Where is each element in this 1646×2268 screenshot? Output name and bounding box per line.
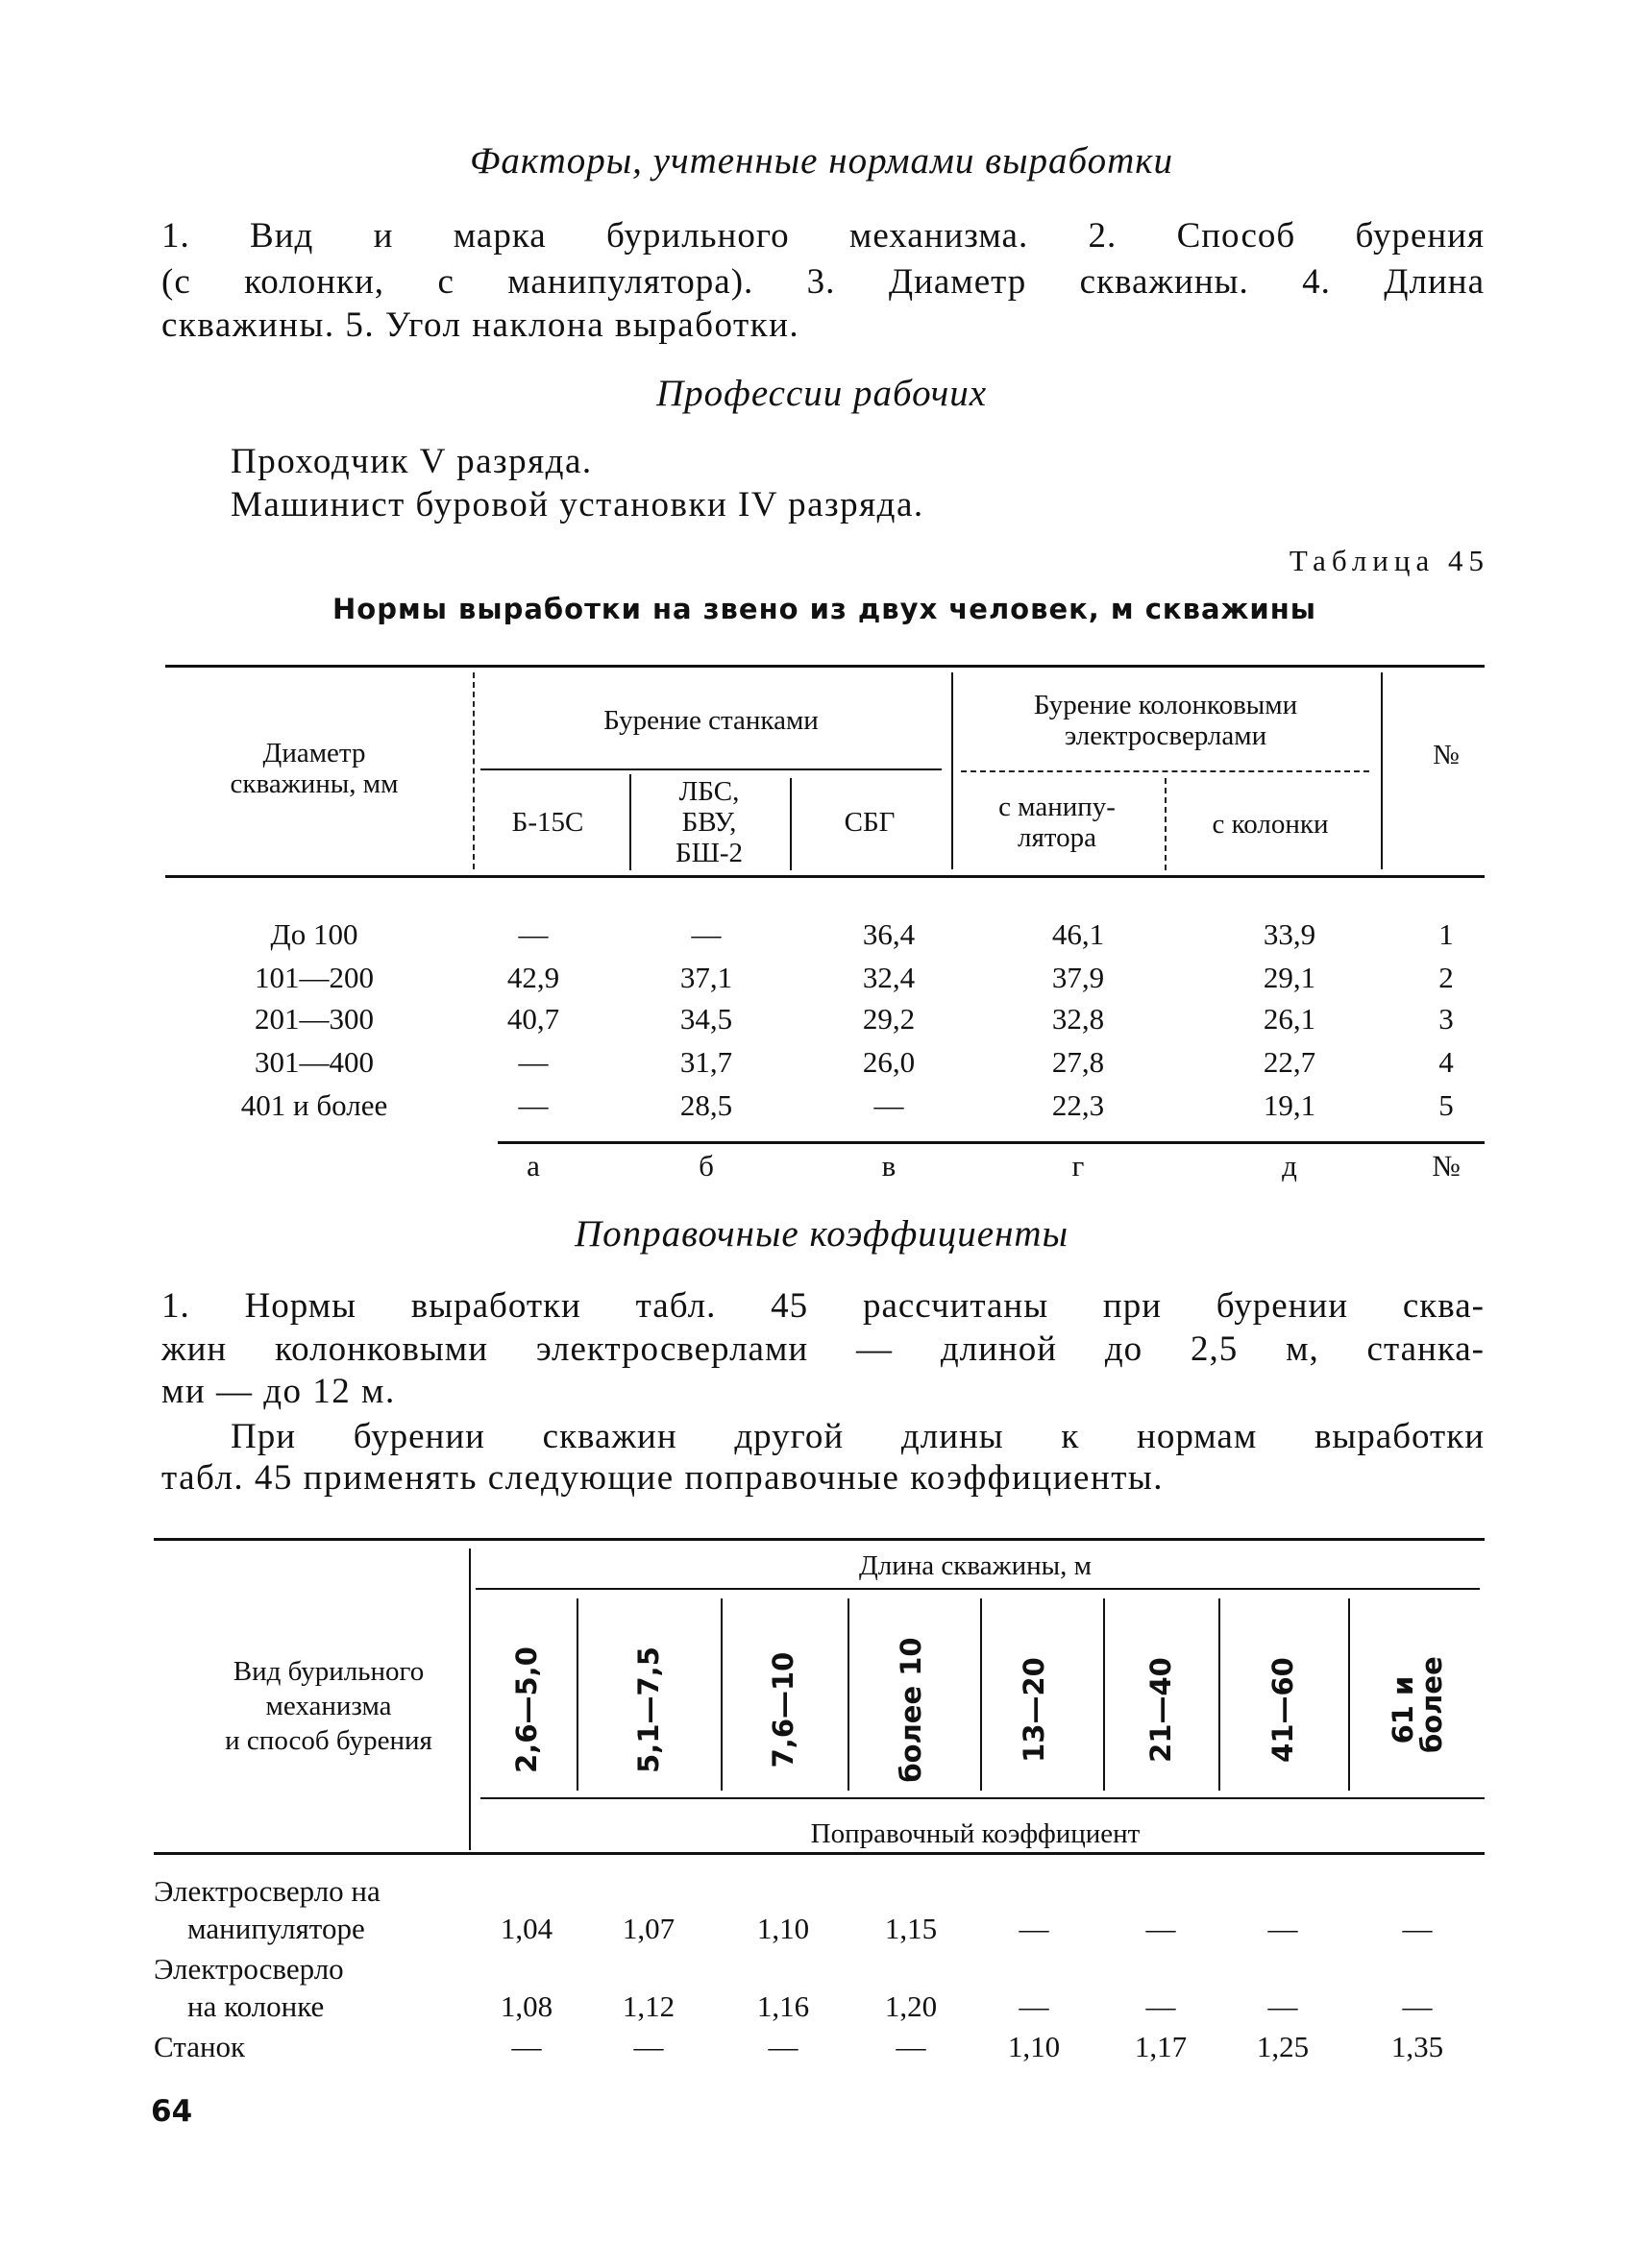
table-caption: Нормы выработки на звено из двух человек, м скважины [332,593,1316,625]
table-rule [165,875,1485,878]
table-divider [469,1549,471,1850]
table-cell: 4 [1438,1045,1454,1079]
table-cell: 26,0 [862,1045,916,1079]
table-cell: 26,1 [1263,1002,1316,1036]
length-header: 2,6—5,0 [510,1646,543,1773]
length-header: более 10 [895,1637,927,1783]
table-cell: — [873,1088,904,1122]
column-letter: д [1282,1149,1297,1183]
table-divider [980,1598,982,1791]
column-letter: в [881,1149,897,1183]
table-divider [629,774,631,870]
header-column: с колонки [1212,809,1329,840]
table-cell: 46,1 [1051,917,1105,951]
header-mechanism-line: Вид бурильного [233,1656,425,1687]
length-header: 21—40 [1144,1657,1177,1763]
factors-line-2: (с колонки, с манипулятора). 3. Диаметр скважины. 4. Длина [161,262,1485,302]
row-label: Электросверло на [154,1874,381,1908]
table-cell: — [633,2030,664,2063]
table-cell: 5 [1438,1088,1454,1122]
header-coefficient: Поправочный коэффициент [810,1818,1141,1849]
page-number: 64 [151,2094,193,2129]
table-cell: 1,17 [1134,2030,1188,2063]
table-cell: 1,07 [622,1912,676,1945]
table-cell: 1,25 [1256,2030,1310,2063]
column-letter: № [1432,1149,1461,1183]
header-group-drills: Бурение колонковыми электросверлами [1033,690,1298,751]
table-cell: 1,10 [756,1912,810,1945]
table-cell: 42,9 [506,961,560,994]
table-cell: — [1145,1912,1176,1945]
table-cell: — [518,1045,549,1079]
table-divider [721,1598,723,1791]
table-cell: 29,2 [862,1002,916,1036]
table-divider [951,672,953,869]
table-rule [480,1797,1485,1799]
table-divider [1381,672,1383,869]
table-cell: 1,12 [622,1989,676,2023]
table-cell: 32,8 [1051,1002,1105,1036]
table-cell: — [518,917,549,951]
factors-line-1: 1. Вид и марка бурильного механизма. 2. Способ бурения [161,216,1485,256]
header-mechanism-line: механизма [265,1691,392,1721]
table-rule [165,665,1485,668]
table-divider [473,672,475,869]
table-cell: — [896,2030,926,2063]
table-cell: — [518,1088,549,1122]
header-diameter: Диаметр скважины, мм [230,738,399,799]
table-cell: 32,4 [862,961,916,994]
table-cell: 27,8 [1051,1045,1105,1079]
table-cell: — [511,2030,542,2063]
table-cell: — [1145,1989,1176,2023]
column-letter: б [699,1149,714,1183]
corrections-line: ми — до 12 м. [161,1372,396,1411]
table-cell: — [1267,1989,1298,2023]
table-cell: 1,08 [500,1989,553,2023]
table-cell: 36,4 [862,917,916,951]
table-cell: 1 [1438,917,1454,951]
table-rule [480,768,942,770]
header-manipulator: с манипу-лятора [998,792,1116,853]
table-divider [1348,1598,1350,1791]
header-sbg: СБГ [844,807,896,838]
table-cell: 3 [1438,1002,1454,1036]
corrections-line: 1. Нормы выработки табл. 45 рассчитаны при бурении сква- [161,1286,1485,1326]
table-divider [848,1598,849,1791]
row-label: 201—300 [255,1002,374,1036]
table-cell: 40,7 [506,1002,560,1036]
length-header: 7,6—10 [767,1651,799,1768]
section-heading-professions: Профессии рабочих [655,373,988,414]
row-label: Станок [154,2030,246,2063]
table-rule [498,1141,1485,1144]
profession-item: Проходчик V разряда. [231,442,593,481]
row-label: манипуляторе [187,1912,365,1945]
row-label: 101—200 [255,961,374,994]
table-cell: — [768,2030,798,2063]
corrections-line: жин колонковыми электросверлами — длиной до 2,5 м, станка- [161,1329,1485,1369]
table-divider [1103,1598,1105,1791]
table-label: Таблица 45 [1289,544,1489,577]
row-label: 401 и более [240,1088,388,1122]
section-heading-corrections: Поправочные коэффициенты [574,1213,1069,1255]
table-cell: 22,7 [1263,1045,1316,1079]
length-header: 13—20 [1018,1657,1050,1763]
row-label: Электросверло [154,1952,344,1986]
row-label: До 100 [270,917,358,951]
table-cell: 1,35 [1390,2030,1444,2063]
header-num: № [1433,740,1460,770]
corrections-line: табл. 45 применять следующие поправочные коэффициенты. [161,1458,1165,1498]
corrections-line: При бурении скважин другой длины к нормам выработки [231,1417,1485,1456]
length-header: 41—60 [1266,1657,1299,1763]
table-cell: — [1402,1989,1433,2023]
table-cell: 34,5 [679,1002,733,1036]
table-cell: 1,16 [756,1989,810,2023]
header-lbs: ЛБС, БВУ, БШ-2 [675,776,744,868]
table-cell: — [691,917,722,951]
column-letter: а [527,1149,540,1183]
header-b15c: Б-15С [511,807,584,838]
factors-line-3: скважины. 5. Угол наклона выработки. [161,305,800,345]
table-cell: 37,9 [1051,961,1105,994]
table-cell: — [1267,1912,1298,1945]
table-cell: 29,1 [1263,961,1316,994]
table-rule [961,770,1369,772]
table-cell: 28,5 [679,1088,733,1122]
table-cell: — [1019,1912,1049,1945]
column-letter: г [1071,1149,1085,1183]
table-cell: 33,9 [1263,917,1316,951]
row-label: 301—400 [255,1045,374,1079]
table-cell: 1,10 [1007,2030,1061,2063]
table-cell: 1,20 [884,1989,938,2023]
table-rule [154,1852,1485,1855]
table-divider [1165,778,1167,870]
table-divider [577,1598,578,1791]
table-cell: 37,1 [679,961,733,994]
table-divider [790,778,792,870]
table-rule [476,1588,1480,1590]
table-cell: 2 [1438,961,1454,994]
section-heading-factors: Факторы, учтенные нормами выработки [469,140,1174,182]
profession-item: Машинист буровой установки IV разряда. [231,485,924,524]
header-group-machines: Бурение станками [603,705,819,736]
length-header: 61 и более [1387,1656,1448,1753]
table-cell: — [1019,1989,1049,2023]
header-mechanism-line: и способ бурения [225,1725,432,1756]
header-length: Длина скважины, м [859,1550,1092,1581]
table-rule [154,1538,1485,1541]
table-cell: 1,15 [884,1912,938,1945]
length-header: 5,1—7,5 [632,1646,665,1773]
table-cell: 19,1 [1263,1088,1316,1122]
table-cell: — [1402,1912,1433,1945]
table-divider [1218,1598,1220,1791]
table-cell: 22,3 [1051,1088,1105,1122]
header-mechanism [225,1654,432,1758]
row-label: на колонке [187,1989,325,2023]
table-cell: 1,04 [500,1912,553,1945]
table-cell: 31,7 [679,1045,733,1079]
